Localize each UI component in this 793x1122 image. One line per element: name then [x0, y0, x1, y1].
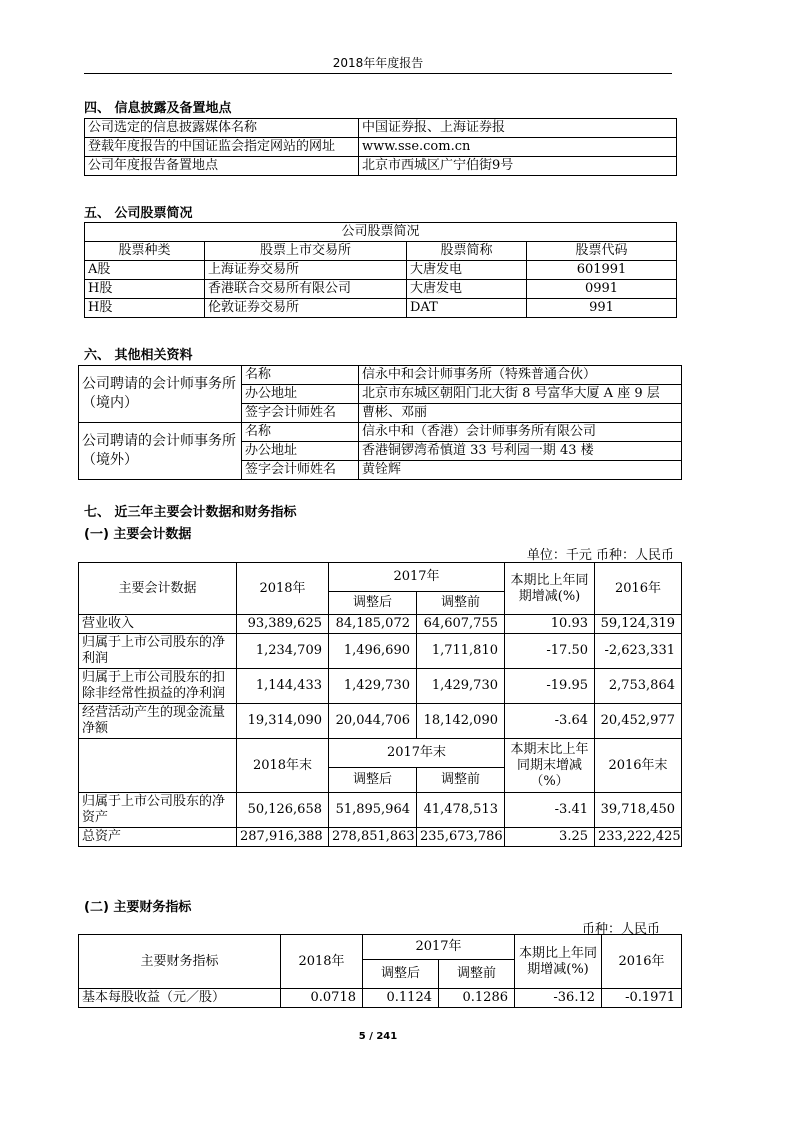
column-header: 股票上市交易所 [205, 242, 407, 261]
value-2016: 59,124,319 [595, 615, 682, 634]
header-2017: 2017年 [329, 563, 505, 592]
auditor-overseas-label: 公司聘请的会计师事务所（境外） [79, 423, 242, 480]
table-row [79, 634, 682, 669]
header-adjusted-after: 调整后 [329, 768, 417, 793]
value-2018: 1,234,709 [237, 634, 329, 669]
currency-note: 币种：人民币 [581, 922, 660, 937]
header-2018: 2018年 [237, 563, 329, 615]
stock-type: A股 [85, 261, 205, 280]
metric-label: 归属于上市公司股东的净资产 [79, 793, 237, 828]
stock-short-name: DAT [407, 299, 527, 318]
disclosure-value: www.sse.com.cn [359, 138, 677, 157]
table-row [85, 157, 677, 176]
disclosure-value: 中国证券报、上海证券报 [359, 119, 677, 138]
field-label: 签字会计师姓名 [242, 461, 359, 480]
section-7-title: 七、 近三年主要会计数据和财务指标 [84, 505, 297, 520]
field-label: 名称 [242, 423, 359, 442]
value-change: -17.50 [505, 634, 595, 669]
value-2018: 93,389,625 [237, 615, 329, 634]
stock-exchange: 上海证券交易所 [205, 261, 407, 280]
stock-exchange: 香港联合交易所有限公司 [205, 280, 407, 299]
value-2016-end: 233,222,425 [595, 828, 682, 847]
header-2018-end: 2018年末 [237, 739, 329, 793]
table-row [85, 138, 677, 157]
value-2017-original: 1,429,730 [417, 669, 505, 704]
column-header: 股票代码 [527, 242, 677, 261]
header-adjusted-before: 调整前 [417, 768, 505, 793]
table-row [79, 828, 682, 847]
value-change: -19.95 [505, 669, 595, 704]
header-item: 主要财务指标 [79, 935, 281, 989]
subsection-financial-indicators-title: (二) 主要财务指标 [84, 900, 192, 915]
field-value: 北京市东城区朝阳门北大街 8 号富华大厦 A 座 9 层 [359, 385, 682, 404]
field-value: 信永中和（香港）会计师事务所有限公司 [359, 423, 682, 442]
table-row [85, 119, 677, 138]
value-2018-end: 50,126,658 [237, 793, 329, 828]
field-label: 签字会计师姓名 [242, 404, 359, 423]
table-row [79, 423, 682, 442]
metric-label: 营业收入 [79, 615, 237, 634]
header-2016-end: 2016年末 [595, 739, 682, 793]
header-adjusted-after: 调整后 [363, 960, 439, 989]
header-change: 本期比上年同期增减(%) [515, 935, 602, 989]
stock-short-name: 大唐发电 [407, 280, 527, 299]
field-label: 办公地址 [242, 442, 359, 461]
value-2018-end: 287,916,388 [237, 828, 329, 847]
table-row [79, 615, 682, 634]
header-adjusted-before: 调整前 [417, 592, 505, 615]
table-row [79, 989, 682, 1008]
value-2017-end-original: 41,478,513 [417, 793, 505, 828]
value-2017-adjusted: 84,185,072 [329, 615, 417, 634]
value-2017-adjusted: 1,496,690 [329, 634, 417, 669]
column-header: 股票简称 [407, 242, 527, 261]
value-2016: -2,623,331 [595, 634, 682, 669]
header-rule [84, 73, 672, 74]
value-2017-end-adjusted: 278,851,863 [329, 828, 417, 847]
value-2016-end: 39,718,450 [595, 793, 682, 828]
page-header: 2018年年度报告 [332, 56, 424, 70]
table-row [79, 366, 682, 385]
value-change: -3.64 [505, 704, 595, 739]
stock-table [84, 222, 677, 318]
header-2016: 2016年 [602, 935, 682, 989]
value-2017-adjusted: 20,044,706 [329, 704, 417, 739]
header-2017-end: 2017年末 [329, 739, 505, 768]
metric-label: 总资产 [79, 828, 237, 847]
value-2017-adjusted: 0.1124 [363, 989, 439, 1008]
section-5-title: 五、 公司股票简况 [84, 206, 193, 221]
header-change-end: 本期末比上年同期末增减（%） [505, 739, 595, 793]
section-6-title: 六、 其他相关资料 [84, 348, 193, 363]
stock-code: 991 [527, 299, 677, 318]
field-value: 曹彬、邓丽 [359, 404, 682, 423]
accounting-data-table [78, 562, 682, 847]
field-label: 办公地址 [242, 385, 359, 404]
unit-currency-note: 单位：千元 币种：人民币 [526, 548, 674, 563]
disclosure-label: 公司年度报告备置地点 [85, 157, 359, 176]
header-adjusted-before: 调整前 [439, 960, 515, 989]
metric-label: 归属于上市公司股东的扣除非经常性损益的净利润 [79, 669, 237, 704]
value-2018: 19,314,090 [237, 704, 329, 739]
table-row [85, 280, 677, 299]
page-number: 5 / 241 [358, 1031, 398, 1042]
disclosure-label: 公司选定的信息披露媒体名称 [85, 119, 359, 138]
column-header: 股票种类 [85, 242, 205, 261]
disclosure-label: 登载年度报告的中国证监会指定网站的网址 [85, 138, 359, 157]
value-change: -36.12 [515, 989, 602, 1008]
header-change: 本期比上年同期增减(%) [505, 563, 595, 615]
value-2016: -0.1971 [602, 989, 682, 1008]
subsection-accounting-data-title: (一) 主要会计数据 [84, 527, 192, 542]
disclosure-table [84, 118, 677, 176]
field-value: 香港铜锣湾希慎道 33 号利园一期 43 楼 [359, 442, 682, 461]
value-change: -3.41 [505, 793, 595, 828]
value-change: 3.25 [505, 828, 595, 847]
header-item: 主要会计数据 [79, 563, 237, 615]
value-2016: 20,452,977 [595, 704, 682, 739]
table-caption-row [85, 223, 677, 242]
table-header-row [79, 563, 682, 592]
stock-type: H股 [85, 299, 205, 318]
value-2018: 0.0718 [281, 989, 363, 1008]
auditor-domestic-label: 公司聘请的会计师事务所（境内） [79, 366, 242, 423]
table-row [79, 793, 682, 828]
value-2017-original: 0.1286 [439, 989, 515, 1008]
header-2016: 2016年 [595, 563, 682, 615]
value-2017-original: 64,607,755 [417, 615, 505, 634]
financial-indicators-table [78, 934, 682, 1008]
header-2017: 2017年 [363, 935, 515, 960]
value-2016: 2,753,864 [595, 669, 682, 704]
stock-code: 601991 [527, 261, 677, 280]
value-2017-original: 18,142,090 [417, 704, 505, 739]
metric-label: 基本每股收益（元／股） [79, 989, 281, 1008]
table-header-row [79, 739, 682, 768]
table-caption: 公司股票简况 [85, 223, 677, 242]
stock-type: H股 [85, 280, 205, 299]
header-2018: 2018年 [281, 935, 363, 989]
table-header-row [79, 935, 682, 960]
stock-code: 0991 [527, 280, 677, 299]
value-2017-adjusted: 1,429,730 [329, 669, 417, 704]
table-row [79, 669, 682, 704]
table-row [85, 261, 677, 280]
section-4-title: 四、 信息披露及备置地点 [84, 101, 232, 116]
metric-label: 归属于上市公司股东的净利润 [79, 634, 237, 669]
table-row [85, 299, 677, 318]
value-2018: 1,144,433 [237, 669, 329, 704]
value-2017-end-original: 235,673,786 [417, 828, 505, 847]
field-label: 名称 [242, 366, 359, 385]
metric-label: 经营活动产生的现金流量净额 [79, 704, 237, 739]
stock-short-name: 大唐发电 [407, 261, 527, 280]
table-row [79, 704, 682, 739]
value-2017-end-adjusted: 51,895,964 [329, 793, 417, 828]
value-2017-original: 1,711,810 [417, 634, 505, 669]
field-value: 信永中和会计师事务所（特殊普通合伙） [359, 366, 682, 385]
stock-exchange: 伦敦证券交易所 [205, 299, 407, 318]
field-value: 黄铨辉 [359, 461, 682, 480]
table-header-row [85, 242, 677, 261]
disclosure-value: 北京市西城区广宁伯街9号 [359, 157, 677, 176]
auditor-table [78, 365, 682, 480]
value-change: 10.93 [505, 615, 595, 634]
header-adjusted-after: 调整后 [329, 592, 417, 615]
